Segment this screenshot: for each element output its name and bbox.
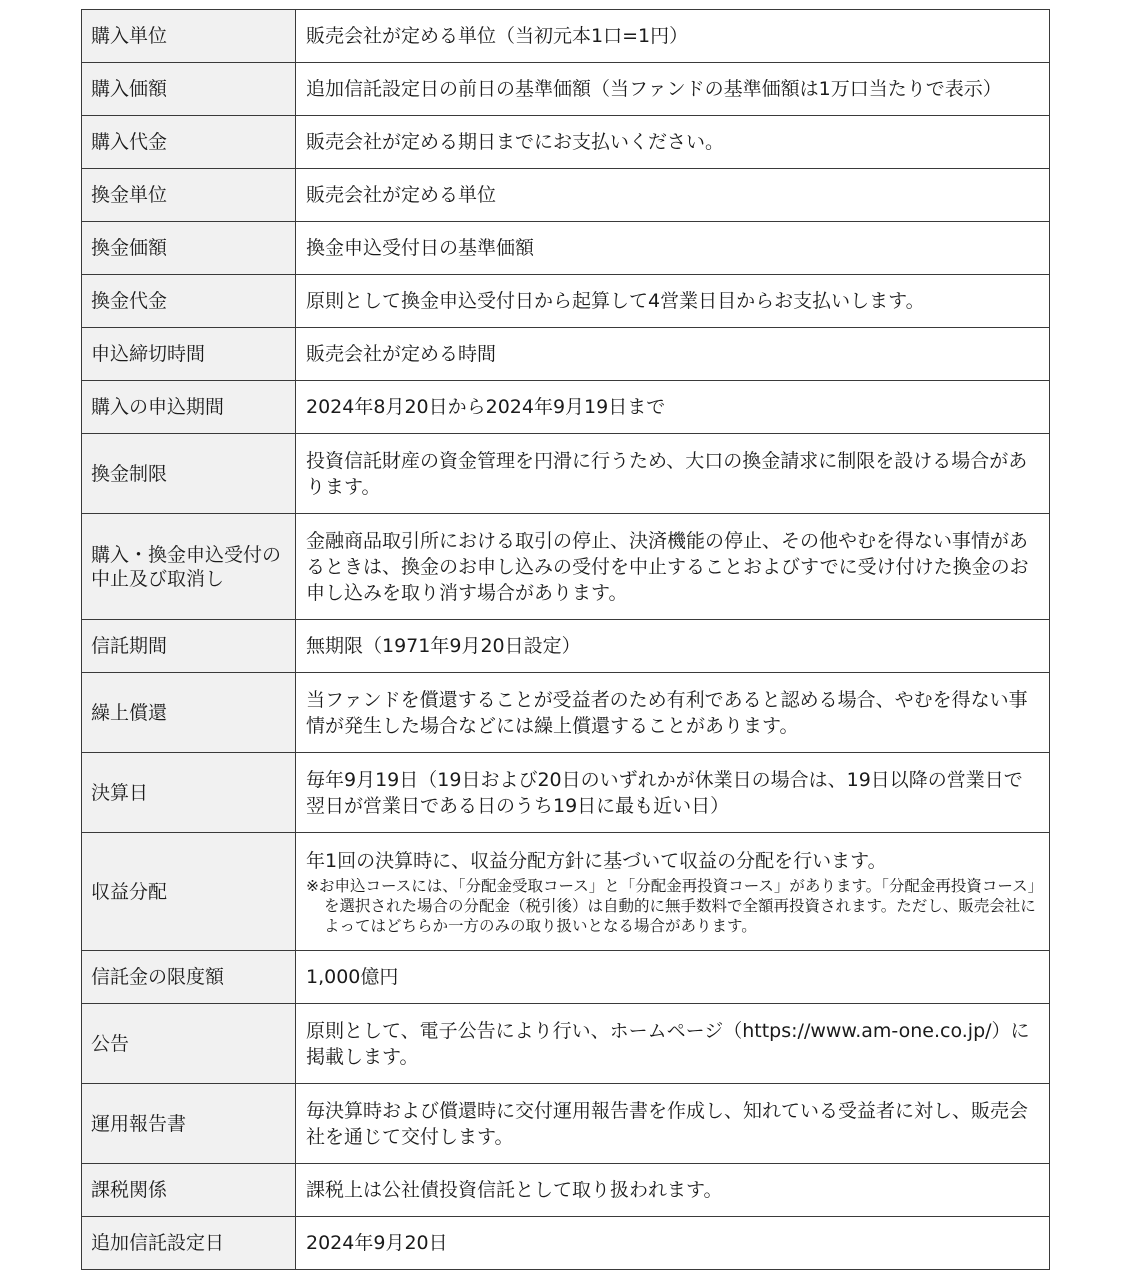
row-label: 収益分配: [82, 833, 296, 951]
row-label: 換金代金: [82, 275, 296, 328]
table-row: [82, 63, 1050, 116]
row-value: 販売会社が定める期日までにお支払いください。: [296, 116, 1050, 169]
row-label: 購入価額: [82, 63, 296, 116]
row-label: 換金制限: [82, 434, 296, 514]
table-row: [82, 620, 1050, 673]
row-label: 購入・換金申込受付の中止及び取消し: [82, 514, 296, 620]
table-row: [82, 169, 1050, 222]
row-value: 金融商品取引所における取引の停止、決済機能の停止、その他やむを得ない事情があるときは、換金のお申し込みの受付を中止することおよびすでに受け付けた換金のお申し込みを取り消す場合があります。: [296, 514, 1050, 620]
table-row: [82, 328, 1050, 381]
table-row: [82, 514, 1050, 620]
row-value: 1,000億円: [296, 951, 1050, 1004]
row-label: 購入代金: [82, 116, 296, 169]
row-value: 毎年9月19日（19日および20日のいずれかが休業日の場合は、19日以降の営業日で翌日が営業日である日のうち19日に最も近い日）: [296, 753, 1050, 833]
row-value: 販売会社が定める単位: [296, 169, 1050, 222]
table-row: [82, 1164, 1050, 1217]
fund-terms-table: [81, 9, 1050, 1270]
distribution-course-note: ※お申込コースには、「分配金受取コース」と「分配金再投資コース」があります。「分配金再投資コース」を選択された場合の分配金（税引後）は自動的に無手数料で全額再投資されます。ただし、販売会社によってはどちらか一方のみの取り扱いとなる場合があります。: [306, 876, 1036, 935]
row-value: 販売会社が定める時間: [296, 328, 1050, 381]
row-value: 無期限（1971年9月20日設定）: [296, 620, 1050, 673]
table-row: [82, 10, 1050, 63]
table-row: [82, 753, 1050, 833]
row-label: 購入の申込期間: [82, 381, 296, 434]
row-label: 換金価額: [82, 222, 296, 275]
row-value: 換金申込受付日の基準価額: [296, 222, 1050, 275]
row-value: 販売会社が定める単位（当初元本1口=1円）: [296, 10, 1050, 63]
table-row: [82, 673, 1050, 753]
row-label: 追加信託設定日: [82, 1217, 296, 1270]
row-label: 繰上償還: [82, 673, 296, 753]
table-row: [82, 434, 1050, 514]
row-label: 課税関係: [82, 1164, 296, 1217]
row-value: 当ファンドを償還することが受益者のため有利であると認める場合、やむを得ない事情が発生した場合などには繰上償還することがあります。: [296, 673, 1050, 753]
row-value: 原則として換金申込受付日から起算して4営業日目からお支払いします。: [296, 275, 1050, 328]
row-value: 毎決算時および償還時に交付運用報告書を作成し、知れている受益者に対し、販売会社を通じて交付します。: [296, 1084, 1050, 1164]
distribution-policy-text: 年1回の決算時に、収益分配方針に基づいて収益の分配を行います。: [306, 849, 887, 872]
table-row: [82, 116, 1050, 169]
row-value: 2024年8月20日から2024年9月19日まで: [296, 381, 1050, 434]
table-row: [82, 1217, 1050, 1270]
row-value: 2024年9月20日: [296, 1217, 1050, 1270]
row-value: 課税上は公社債投資信託として取り扱われます。: [296, 1164, 1050, 1217]
row-label: 購入単位: [82, 10, 296, 63]
row-label: 公告: [82, 1004, 296, 1084]
row-value: 投資信託財産の資金管理を円滑に行うため、大口の換金請求に制限を設ける場合があります。: [296, 434, 1050, 514]
row-label: 申込締切時間: [82, 328, 296, 381]
row-label: 決算日: [82, 753, 296, 833]
table-row: [82, 275, 1050, 328]
table-row: [82, 222, 1050, 275]
row-value: 原則として、電子公告により行い、ホームページ（https://www.am-one.co.jp/）に掲載します。: [296, 1004, 1050, 1084]
row-value-with-note: [296, 833, 1050, 951]
table-row: [82, 833, 1050, 951]
table-row: [82, 1084, 1050, 1164]
row-label: 信託金の限度額: [82, 951, 296, 1004]
row-label: 信託期間: [82, 620, 296, 673]
table-row: [82, 1004, 1050, 1084]
table-row: [82, 381, 1050, 434]
row-value: 追加信託設定日の前日の基準価額（当ファンドの基準価額は1万口当たりで表示）: [296, 63, 1050, 116]
row-label: 運用報告書: [82, 1084, 296, 1164]
row-label: 換金単位: [82, 169, 296, 222]
table-row: [82, 951, 1050, 1004]
